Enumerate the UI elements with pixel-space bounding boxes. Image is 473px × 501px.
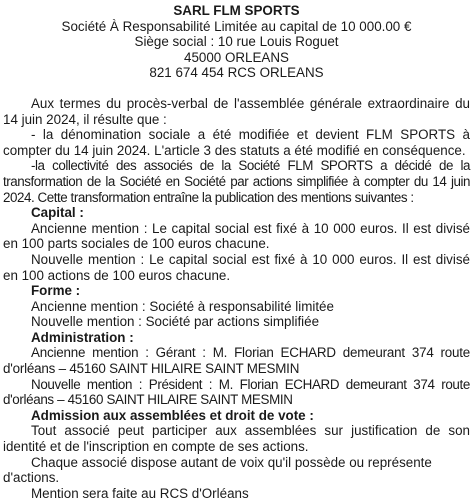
spacer [3,81,470,96]
rcs-number: 821 674 454 RCS ORLEANS [149,65,324,81]
forme-new-mention: Nouvelle mention : Société par actions simplifiée [31,314,320,330]
administration-heading: Administration : [31,329,134,345]
capital-old-mention: Ancienne mention : Le capital social est fixé à 10 000 euros. Il est divisé en 100 parts sociales de 100 euros chacune. [3,220,470,252]
capital-heading: Capital : [31,205,84,221]
intro-paragraph: Aux termes du procès-verbal de l'assemblée générale extraordinaire du 14 juin 2024, il résulte que : [3,95,470,127]
admission-heading: Admission aux assemblées et droit de vote : [31,407,314,423]
transformation-paragraph: -la collectivité des associés de la Société FLM SPORTS a décidé de la transformation de la Société en Société par actions simplifiée à compter du 14 juin 2024. Cette transformation entraîne la publication des mentions suivantes : [3,158,470,205]
administration-old-mention: Ancienne mention : Gérant : M. Florian ECHARD demeurant 374 route d'orléans – 45160 SAINT HILAIRE SAINT MESMIN [3,345,470,377]
administration-new-mention: Nouvelle mention : Président : M. Florian ECHARD demeurant 374 route d'orléans – 45160 SAINT HILAIRE SAINT MESMIN [3,376,470,408]
closing-line: Mention sera faite au RCS d'Orléans [31,485,249,501]
admission-paragraph-1: Tout associé peut participer aux assemblées sur justification de son identité et de l'inscription en compte de ses actions. [3,423,470,455]
forme-old-mention: Ancienne mention : Société à responsabilité limitée [31,298,334,314]
forme-heading: Forme : [31,283,81,299]
registered-city: 45000 ORLEANS [184,49,289,65]
company-name: SARL FLM SPORTS [173,3,300,18]
registered-address: Siège social : 10 rue Louis Roguet [134,34,339,50]
name-change-paragraph: - la dénomination sociale a été modifiée et devient FLM SPORTS à compter du 14 juin 2024. L'article 3 des statuts a été modifié en conséquence. [3,127,470,158]
capital-new-mention: Nouvelle mention : Le capital social est fixé à 10 000 euros. Il est divisé en 100 actions de 100 euros chacune. [3,251,470,283]
admission-paragraph-2: Chaque associé dispose autant de voix qu'il possède ou représente d'actions. [3,454,432,486]
legal-form: Société À Responsabilité Limitée au capital de 10 000.00 € [61,18,412,34]
